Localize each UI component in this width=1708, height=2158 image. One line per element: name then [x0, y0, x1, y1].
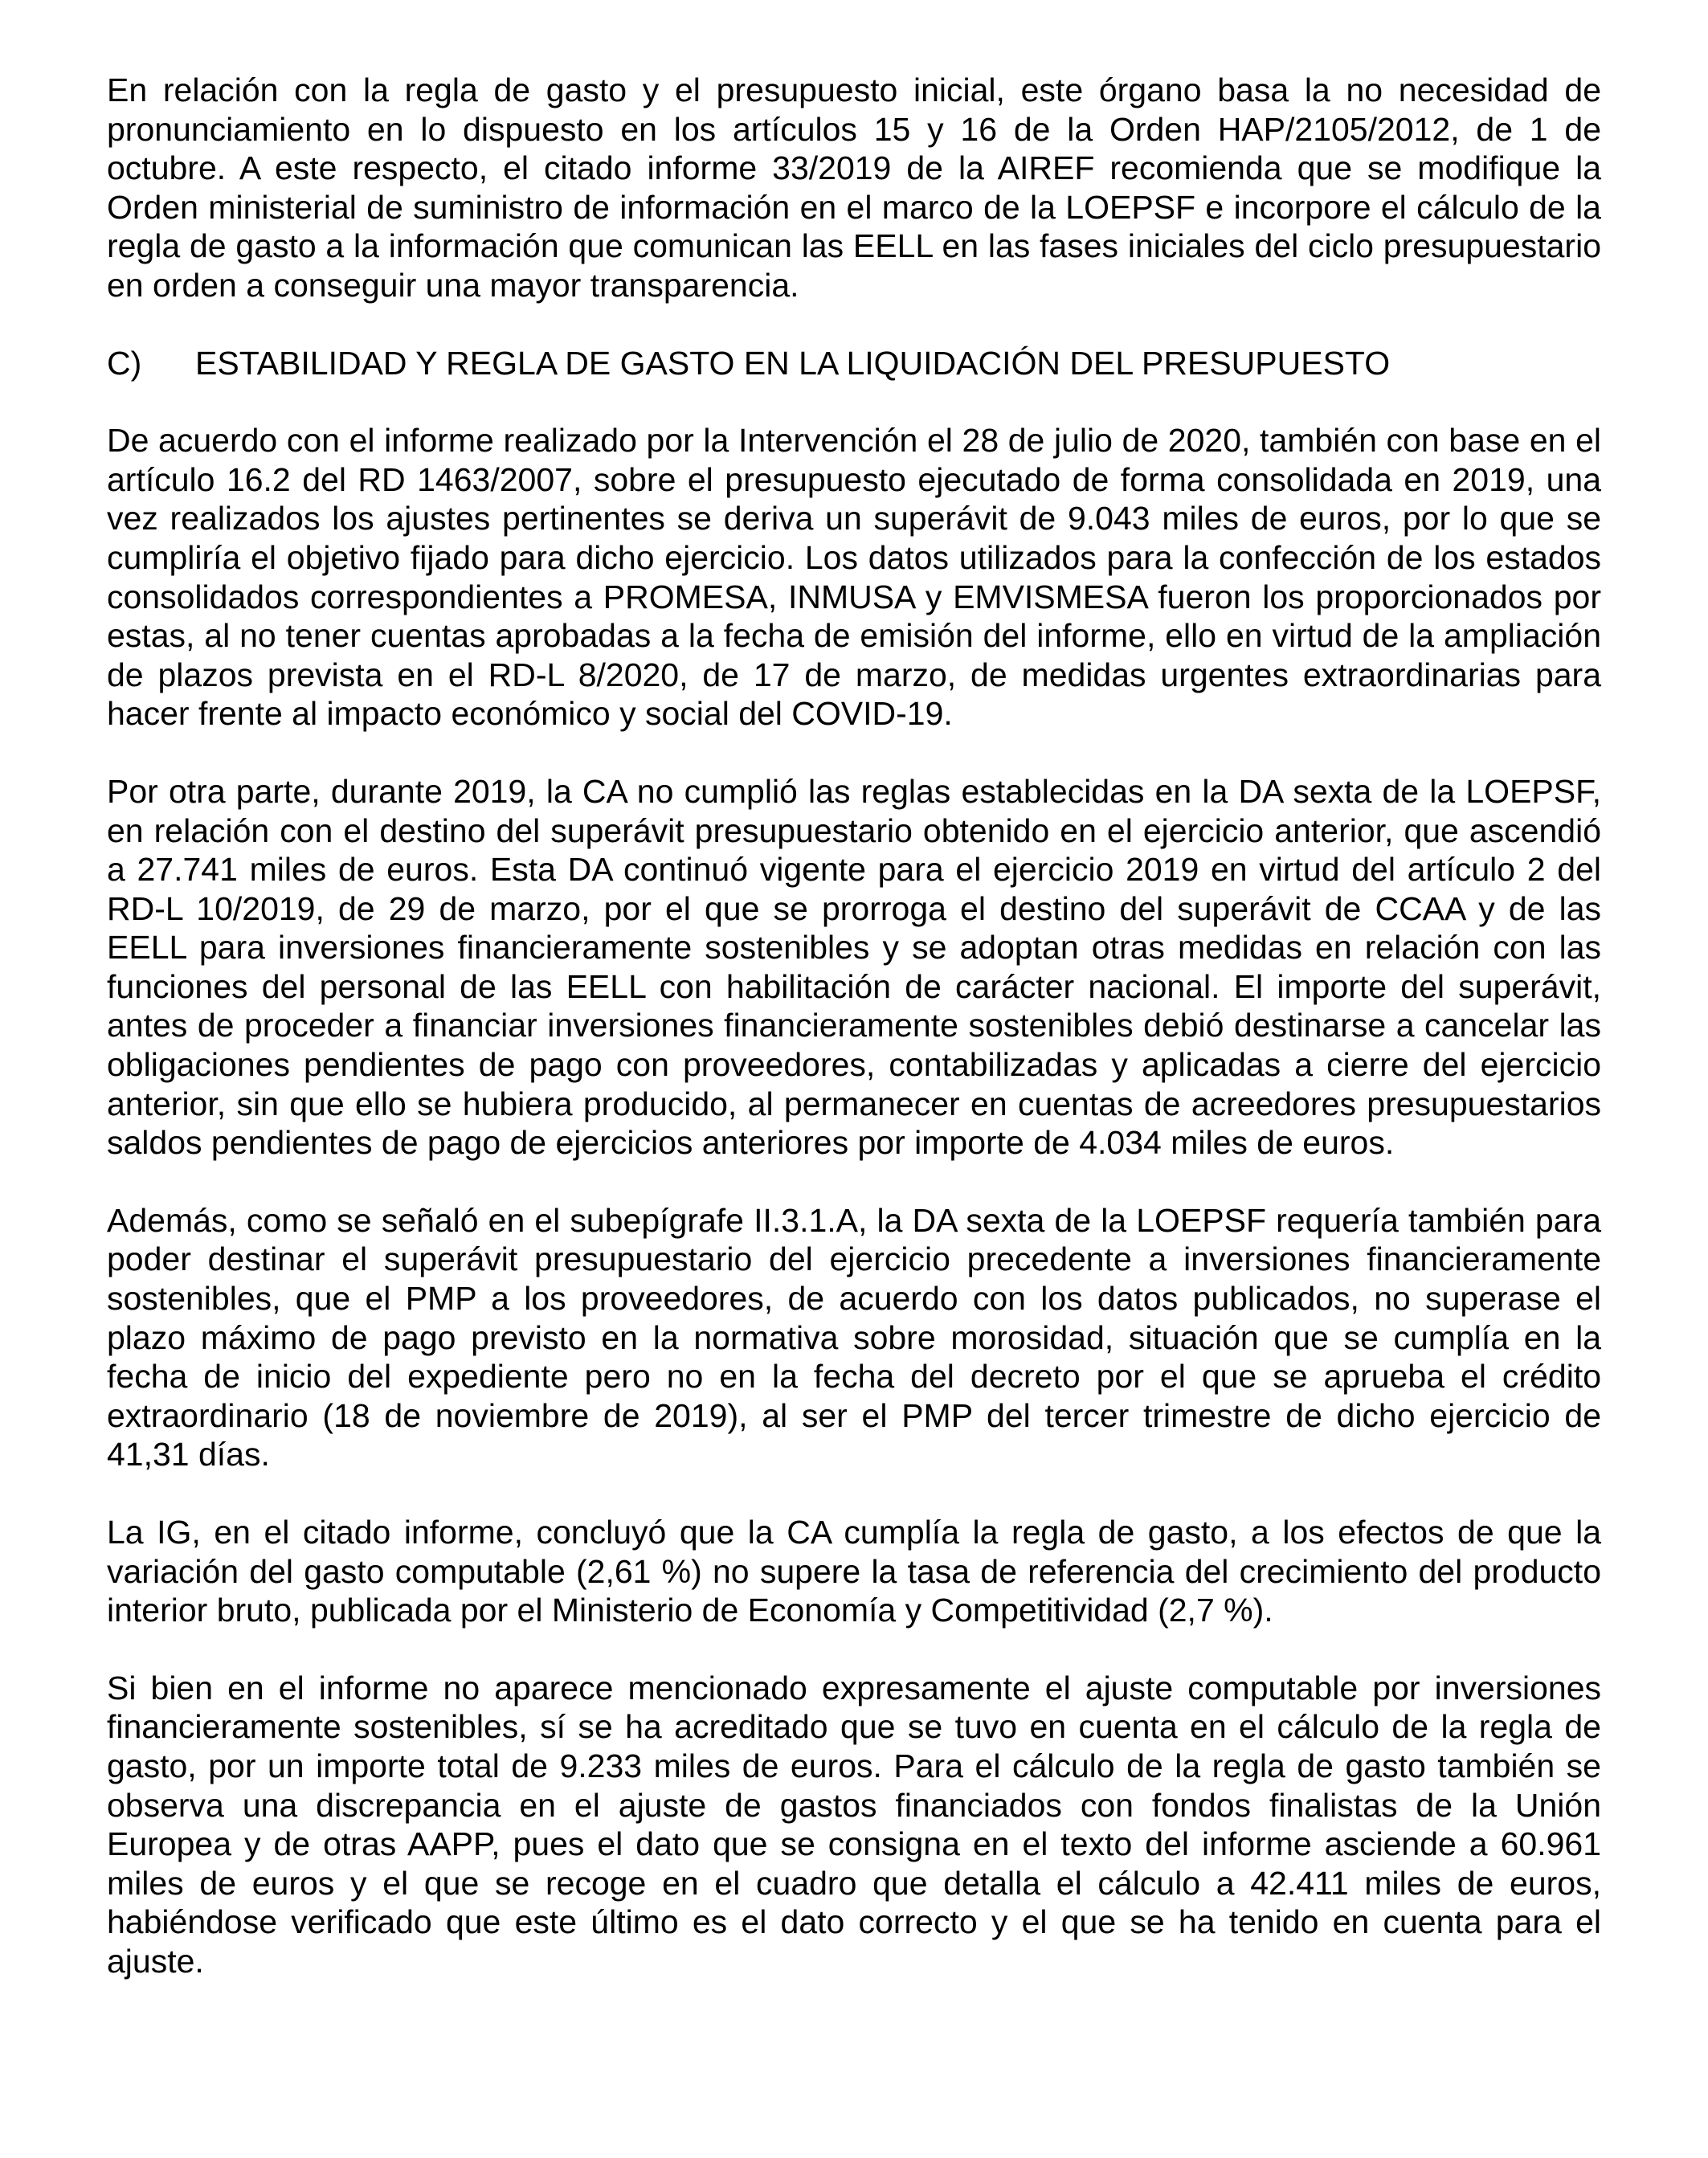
paragraph-intro: En relación con la regla de gasto y el presupuesto inicial, este órgano basa la no necesidad de pronunciamiento en lo dispuesto en los artículos 15 y 16 de la Orden HAP/2105/2012, de 1 de octubre. A este respecto, el citado informe 33/2019 de la AIREF recomienda que se modifique la Orden ministerial de suministro de información en el marco de la LOEPSF e incorpore el cálculo de la regla de gasto a la información que comunican las EELL en las fases iniciales del ciclo presupuestario en orden a conseguir una mayor transparencia.	[107, 72, 1601, 304]
paragraph-destino-superavit: Por otra parte, durante 2019, la CA no cumplió las reglas establecidas en la DA sexta de la LOEPSF, en relación con el destino del superávit presupuestario obtenido en el ejercicio anterior, que ascendió a 27.741 miles de euros. Esta DA continuó vigente para el ejercicio 2019 en virtud del artículo 2 del RD-L 10/2019, de 29 de marzo, por el que se prorroga el destino del superávit de CCAA y de las EELL para inversiones financieramente sostenibles y se adoptan otras medidas en relación con las funciones del personal de las EELL con habilitación de carácter nacional. El importe del superávit, antes de proceder a financiar inversiones financieramente sostenibles debió destinarse a cancelar las obligaciones pendientes de pago con proveedores, contabilizadas y aplicadas a cierre del ejercicio anterior, sin que ello se hubiera producido, al permanecer en cuentas de acreedores presupuestarios saldos pendientes de pago de ejercicios anteriores por importe de 4.034 miles de euros.	[107, 772, 1601, 1162]
section-letter: C)	[107, 344, 142, 382]
document-page	[107, 71, 1601, 1981]
paragraph-pmp-proveedores: Además, como se señaló en el subepígrafe II.3.1.A, la DA sexta de la LOEPSF requería también para poder destinar el superávit presupuestario del ejercicio precedente a inversiones financieramente sostenibles, que el PMP a los proveedores, de acuerdo con los datos publicados, no superase el plazo máximo de pago previsto en la normativa sobre morosidad, situación que se cumplía en la fecha de inicio del expediente pero no en la fecha del decreto por el que se aprueba el crédito extraordinario (18 de noviembre de 2019), al ser el PMP del tercer trimestre de dicho ejercicio de 41,31 días.	[107, 1201, 1601, 1473]
paragraph-ajuste-inversiones: Si bien en el informe no aparece mencionado expresamente el ajuste computable por inversiones financieramente sostenibles, sí se ha acreditado que se tuvo en cuenta en el cálculo de la regla de gasto, por un importe total de 9.233 miles de euros. Para el cálculo de la regla de gasto también se observa una discrepancia en el ajuste de gastos financiados con fondos finalistas de la Unión Europea y de otras AAPP, pues el dato que se consigna en el texto del informe asciende a 60.961 miles de euros y el que se recoge en el cuadro que detalla el cálculo a 42.411 miles de euros, habiéndose verificado que este último es el dato correcto y el que se ha tenido en cuenta para el ajuste.	[107, 1669, 1601, 1980]
section-title: ESTABILIDAD Y REGLA DE GASTO EN LA LIQUIDACIÓN DEL PRESUPUESTO	[195, 344, 1391, 382]
paragraph-regla-gasto: La IG, en el citado informe, concluyó que la CA cumplía la regla de gasto, a los efectos de que la variación del gasto computable (2,61 %) no supere la tasa de referencia del crecimiento del producto interior bruto, publicada por el Ministerio de Economía y Competitividad (2,7 %).	[107, 1514, 1601, 1629]
section-heading	[107, 344, 1601, 383]
paragraph-liquidacion-superavit: De acuerdo con el informe realizado por la Intervención el 28 de julio de 2020, también con base en el artículo 16.2 del RD 1463/2007, sobre el presupuesto ejecutado de forma consolidada en 2019, una vez realizados los ajustes pertinentes se deriva un superávit de 9.043 miles de euros, por lo que se cumpliría el objetivo fijado para dicho ejercicio. Los datos utilizados para la confección de los estados consolidados correspondientes a PROMESA, INMUSA y EMVISMESA fueron los proporcionados por estas, al no tener cuentas aprobadas a la fecha de emisión del informe, ello en virtud de la ampliación de plazos prevista en el RD-L 8/2020, de 17 de marzo, de medidas urgentes extraordinarias para hacer frente al impacto económico y social del COVID-19.	[107, 422, 1601, 733]
